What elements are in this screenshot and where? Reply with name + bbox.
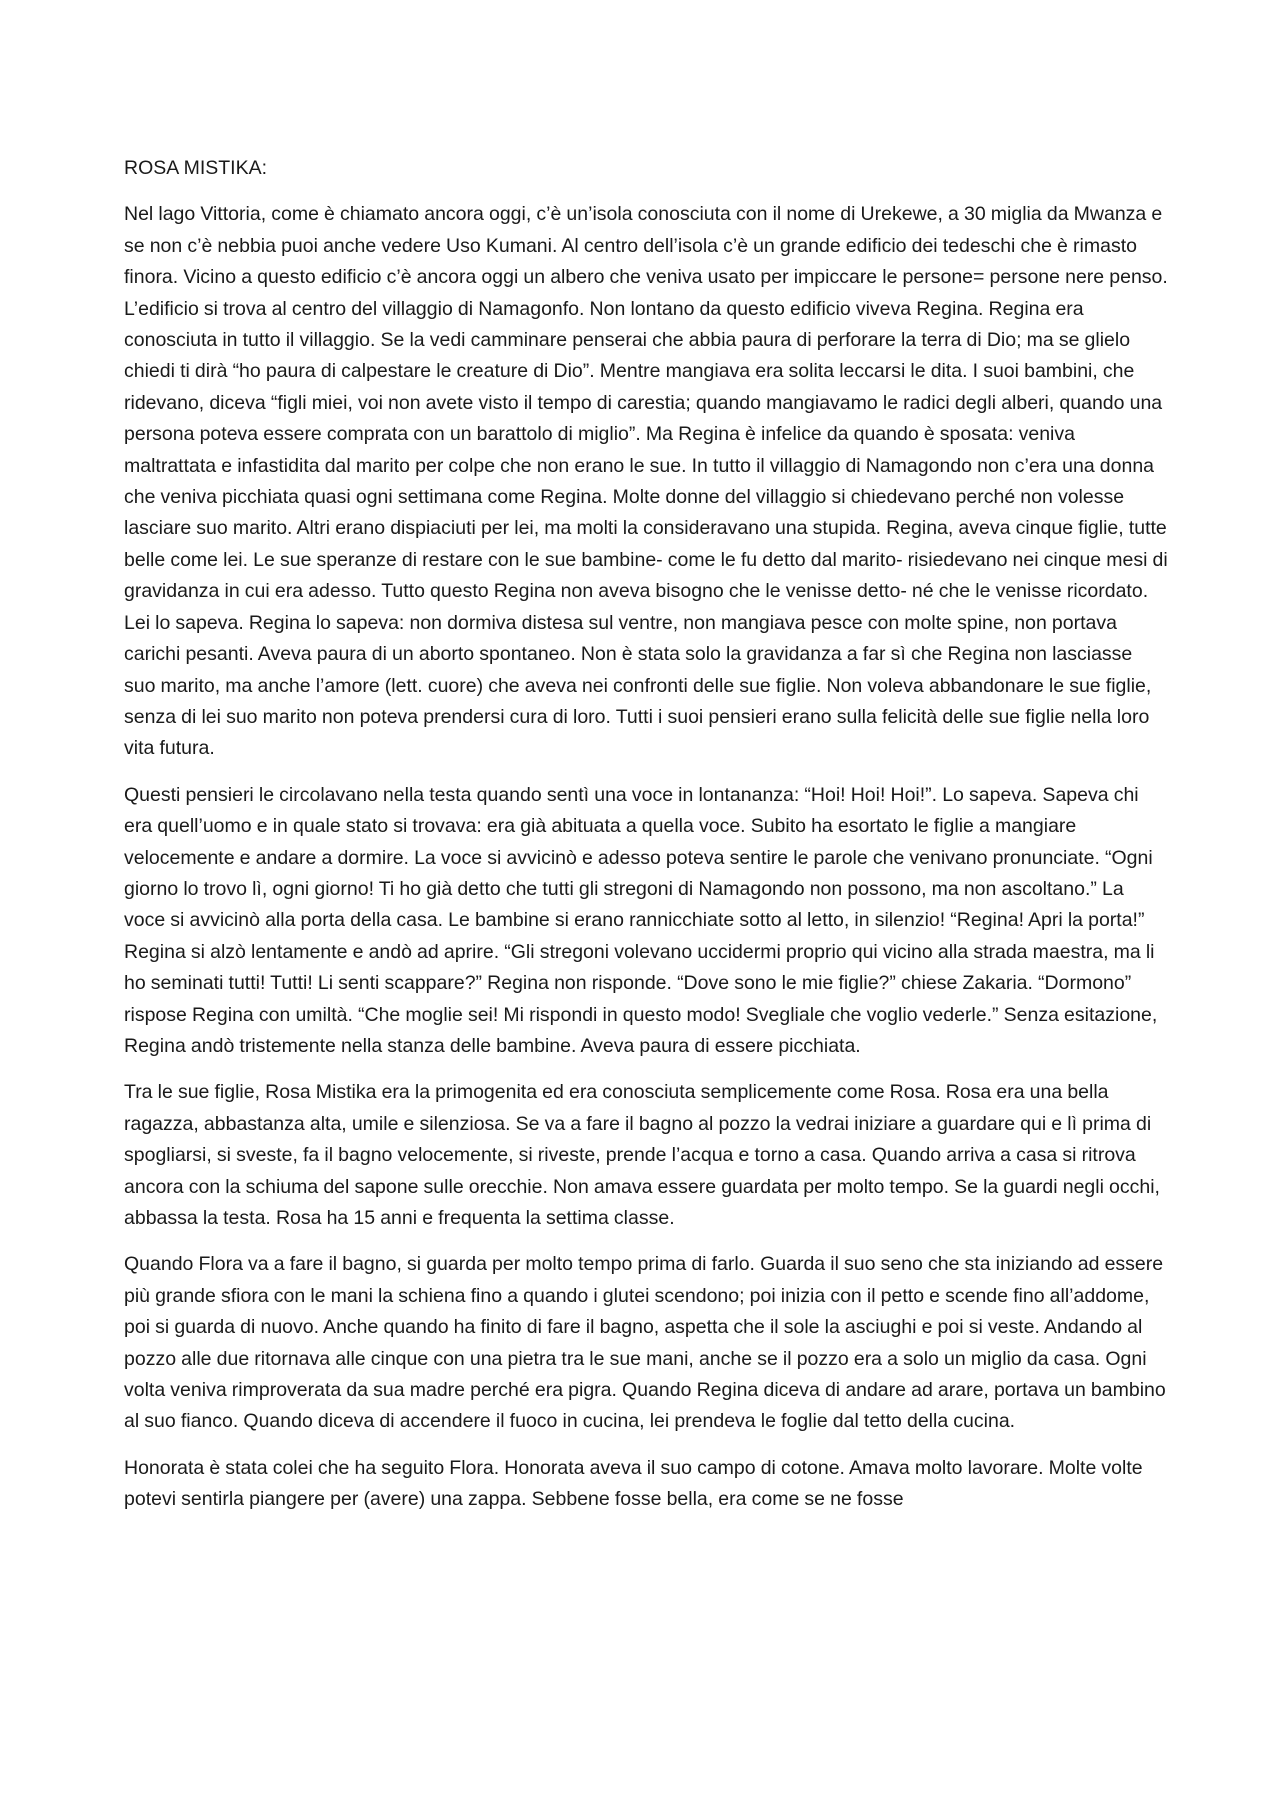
paragraph-5: Honorata è stata colei che ha seguito Flora. Honorata aveva il suo campo di cotone. Amava molto lavorare. Molte volte potevi sentirla piangere per (avere) una zappa. Sebbene fosse bella, era come se ne fosse — [124, 1456, 1143, 1511]
paragraph-3: Tra le sue figlie, Rosa Mistika era la primogenita ed era conosciuta semplicemente come Rosa. Rosa era una bella ragazza, abbastanza alta, umile e silenziosa. Se va a fare il bagno al pozzo la vedrai iniziare a guardare qui e lì prima di spogliarsi, si sveste, fa il bagno velocemente, si riveste, prende l’acqua e torno a casa. Quando arriva a casa si ritrova ancora con la schiuma del sapone sulle orecchie. Non amava essere guardata per molto tempo. Se la guardi negli occhi, abbassa la testa. Rosa ha 15 anni e frequenta la settima classe. — [124, 1081, 1160, 1229]
document-title: ROSA MISTIKA: — [124, 157, 268, 179]
paragraph-4: Quando Flora va a fare il bagno, si guarda per molto tempo prima di farlo. Guarda il suo seno che sta iniziando ad essere più grande sfiora con le mani la schiena fino a quando i glutei scendono; poi inizia con il petto e scende fino all’addome, poi si guarda di nuovo. Anche quando ha finito di fare il bagno, aspetta che il sole la asciughi e poi si veste. Andando al pozzo alle due ritornava alle cinque con una pietra tra le sue mani, anche se il pozzo era a solo un miglio da casa. Ogni volta veniva rimproverata da sua madre perché era pigra. Quando Regina diceva di andare ad arare, portava un bambino al suo fianco. Quando diceva di accendere il fuoco in cucina, lei prendeva le foglie dal tetto della cucina. — [124, 1253, 1166, 1433]
paragraph-1: Nel lago Vittoria, come è chiamato ancora oggi, c’è un’isola conosciuta con il nome di Urekewe, a 30 miglia da Mwanza e se non c’è nebbia puoi anche vedere Uso Kumani. Al centro dell’isola c’è un grande edificio dei tedeschi che è rimasto finora. Vicino a questo edificio c’è ancora oggi un albero che veniva usato per impiccare le persone= persone nere penso. L’edificio si trova al centro del villaggio di Namagonfo. Non lontano da questo edificio viveva Regina. Regina era conosciuta in tutto il villaggio. Se la vedi camminare penserai che abbia paura di perforare la terra di Dio; ma se glielo chiedi ti dirà “ho paura di calpestare le creature di Dio”. Mentre mangiava era solita leccarsi le dita. I suoi bambini, che ridevano, diceva “figli miei, voi non avete visto il tempo di carestia; quando mangiavamo le radici degli alberi, quando una persona poteva essere comprata con un barattolo di miglio”. Ma Regina è infelice da quando è sposata: veniva maltrattata e infastidita dal marito per colpe che non erano le sue. In tutto il villaggio di Namagondo non c’era una donna che veniva picchiata quasi ogni settimana come Regina. Molte donne del villaggio si chiedevano perché non volesse lasciare suo marito. Altri erano dispiaciuti per lei, ma molti la consideravano una stupida. Regina, aveva cinque figlie, tutte belle come lei. Le sue speranze di restare con le sue bambine- come le fu detto dal marito- risiedevano nei cinque mesi di gravidanza in cui era adesso. Tutto questo Regina non aveva bisogno che le venisse detto- né che le venisse ricordato. Lei lo sapeva. Regina lo sapeva: non dormiva distesa sul ventre, non mangiava pesce con molte spine, non portava carichi pesanti. Aveva paura di un aborto spontaneo. Non è stata solo la gravidanza a far sì che Regina non lasciasse suo marito, ma anche l’amore (lett. cuore) che aveva nei confronti delle sue figlie. Non voleva abbandonare le sue figlie, senza di lei suo marito non poteva prendersi cura di loro. Tutti i suoi pensieri erano sulla felicità delle sue figlie nella loro vita futura. — [124, 203, 1168, 760]
paragraph-2: Questi pensieri le circolavano nella testa quando sentì una voce in lontananza: “Hoi! Hoi! Hoi!”. Lo sapeva. Sapeva chi era quell’uomo e in quale stato si trovava: era già abituata a quella voce. Subito ha esortato le figlie a mangiare velocemente e andare a dormire. La voce si avvicinò e adesso poteva sentire le parole che venivano pronunciate. “Ogni giorno lo trovo lì, ogni giorno! Ti ho già detto che tutti gli stregoni di Namagondo non possono, ma non ascoltano.” La voce si avvicinò alla porta della casa. Le bambine si erano rannicchiate sotto al letto, in silenzio! “Regina! Apri la porta!” Regina si alzò lentamente e andò ad aprire. “Gli stregoni volevano uccidermi proprio qui vicino alla strada maestra, ma li ho seminati tutti! Tutti! Li senti scappare?” Regina non risponde. “Dove sono le mie figlie?” chiese Zakaria. “Dormono” rispose Regina con umiltà. “Che moglie sei! Mi rispondi in questo modo! Svegliale che voglio vederle.” Senza esitazione, Regina andò tristemente nella stanza delle bambine. Aveva paura di essere picchiata. — [124, 783, 1158, 1057]
